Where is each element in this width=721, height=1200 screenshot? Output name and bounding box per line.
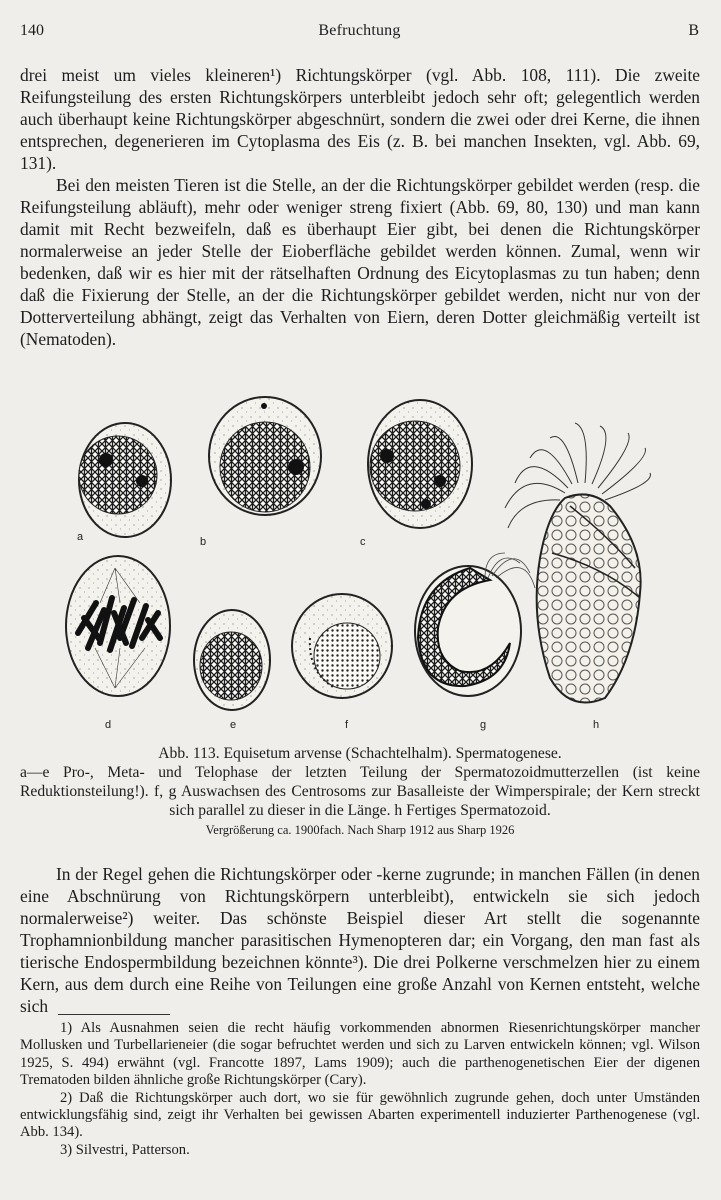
caption-title: Abb. 113. Equisetum arvense (Schachtelhalm). Spermatogenese. <box>158 745 562 762</box>
panel-g-centrosome <box>415 553 535 696</box>
body-text-top <box>20 64 700 350</box>
label-e: e <box>230 719 237 731</box>
label-a: a <box>77 531 84 543</box>
spermatogenesis-illustration <box>60 388 670 738</box>
footnote-2: 2) Daß die Richtungskörper auch dort, wo sie für gewöhnlich zugrunde gehen, doch unter Umständen entwicklungsfähig sind, zeigt ihr Verhalten bei gewissen Abarten experimentell induzierter Parthenogenese (vgl. Abb. 134). <box>20 1089 700 1141</box>
label-c: c <box>360 536 366 548</box>
signature-mark: B <box>688 22 699 39</box>
panel-b-prophase <box>209 397 321 515</box>
figure-caption <box>20 744 700 840</box>
label-d: d <box>105 719 112 731</box>
footnotes <box>20 1020 700 1159</box>
paragraph-continuation: drei meist um vieles kleineren¹) Richtungskörper (vgl. Abb. 108, 111). Die zweite Reifungsteilung des ersten Richtungskörpers unterbleibt jedoch sehr oft; gelegentlich werden auch überhaupt keine Richtungskörper abgeschnürt, sondern die zwei oder drei Kerne, die ihnen entsprechen, degenerieren im Cytoplasma des Eis (z. B. bei manchen Insekten, vgl. Abb. 69, 131). <box>20 65 700 173</box>
caption-body: a—e Pro-, Meta- und Telophase der letzten Teilung der Spermatozoidmutterzellen (ist keine Reduktionsteilung!). f, g Auswachsen des Centrosoms zur Basalleiste der Wimperspirale; der Kern streckt sich parallel zu dieser in die Länge. h Fertiges Spermatozoid. <box>20 764 700 819</box>
panel-c-prophase <box>368 400 472 528</box>
figure-plate <box>60 388 670 738</box>
panel-f-centrosome <box>292 594 392 698</box>
caption-credit: Vergrößerung ca. 1900fach. Nach Sharp 1912 aus Sharp 1926 <box>205 823 515 837</box>
footnote-rule <box>58 1014 170 1015</box>
panel-a-prophase <box>79 423 171 537</box>
label-f: f <box>345 719 349 731</box>
panel-d-metaphase <box>66 556 170 696</box>
paragraph: Bei den meisten Tieren ist die Stelle, an der die Richtungskörper gebildet werden (resp. die Reifungsteilung abläuft), mehr oder weniger streng fixiert (Abb. 69, 80, 130) und man kann damit mit Recht bezweifeln, daß es überhaupt Eier gibt, bei denen die Richtungskörper normalerweise an jeder Stelle der Eioberfläche gebildet werden können. Zumal, wenn wir bedenken, daß wir es hier mit der rätselhaften Ordnung des Eicytoplasmas zu tun haben; denn daß die Fixierung der Stelle, an der die Richtungskörper gebildet werden, nicht nur von der Dotterverteilung abhängt, zeigt das Verhalten von Eiern, deren Dotter gleichmäßig verteilt ist (Nematoden). <box>20 175 700 349</box>
panel-h-spermatozoid <box>505 423 650 703</box>
page-number: 140 <box>20 22 44 39</box>
label-h: h <box>593 719 600 731</box>
running-title: Befruchtung <box>318 22 401 39</box>
body-text-bottom <box>20 863 700 1017</box>
paragraph: In der Regel gehen die Richtungskörper oder -kerne zugrunde; in manchen Fällen (in denen eine Abschnürung von Richtungskörpern unterbleibt), entwickeln sie sich jedoch normalerweise²) weiter. Das schönste Beispiel dieser Art stellt die sogenannte Trophamnionbildung mancher parasitischen Hymenopteren dar; ein Vorgang, den man fast als tierische Endospermbildung bezeichnen könnte³). Die drei Polkerne verschmelzen hier zu einem Kern, aus dem durch eine Reihe von Teilungen eine große Anzahl von Kernen entsteht, welche sich <box>20 864 700 1016</box>
label-b: b <box>200 536 207 548</box>
footnote-3: 3) Silvestri, Patterson. <box>60 1141 190 1158</box>
panel-e-telophase <box>194 610 270 710</box>
footnote-1: 1) Als Ausnahmen seien die recht häufig vorkommenden abnormen Riesenrichtungskörper mancher Mollusken und Turbellarieneier (die sogar befruchtet werden und sich zu Larven entwickeln können; vgl. Wilson 1925, S. 494) erwähnt (vgl. Francotte 1897, Lams 1909); auch die parthenogenetischen Eier der digenen Trematoden bilden ähnliche große Richtungskörper (Cary). <box>20 1020 700 1089</box>
page-header <box>20 22 699 46</box>
label-g: g <box>480 719 487 731</box>
